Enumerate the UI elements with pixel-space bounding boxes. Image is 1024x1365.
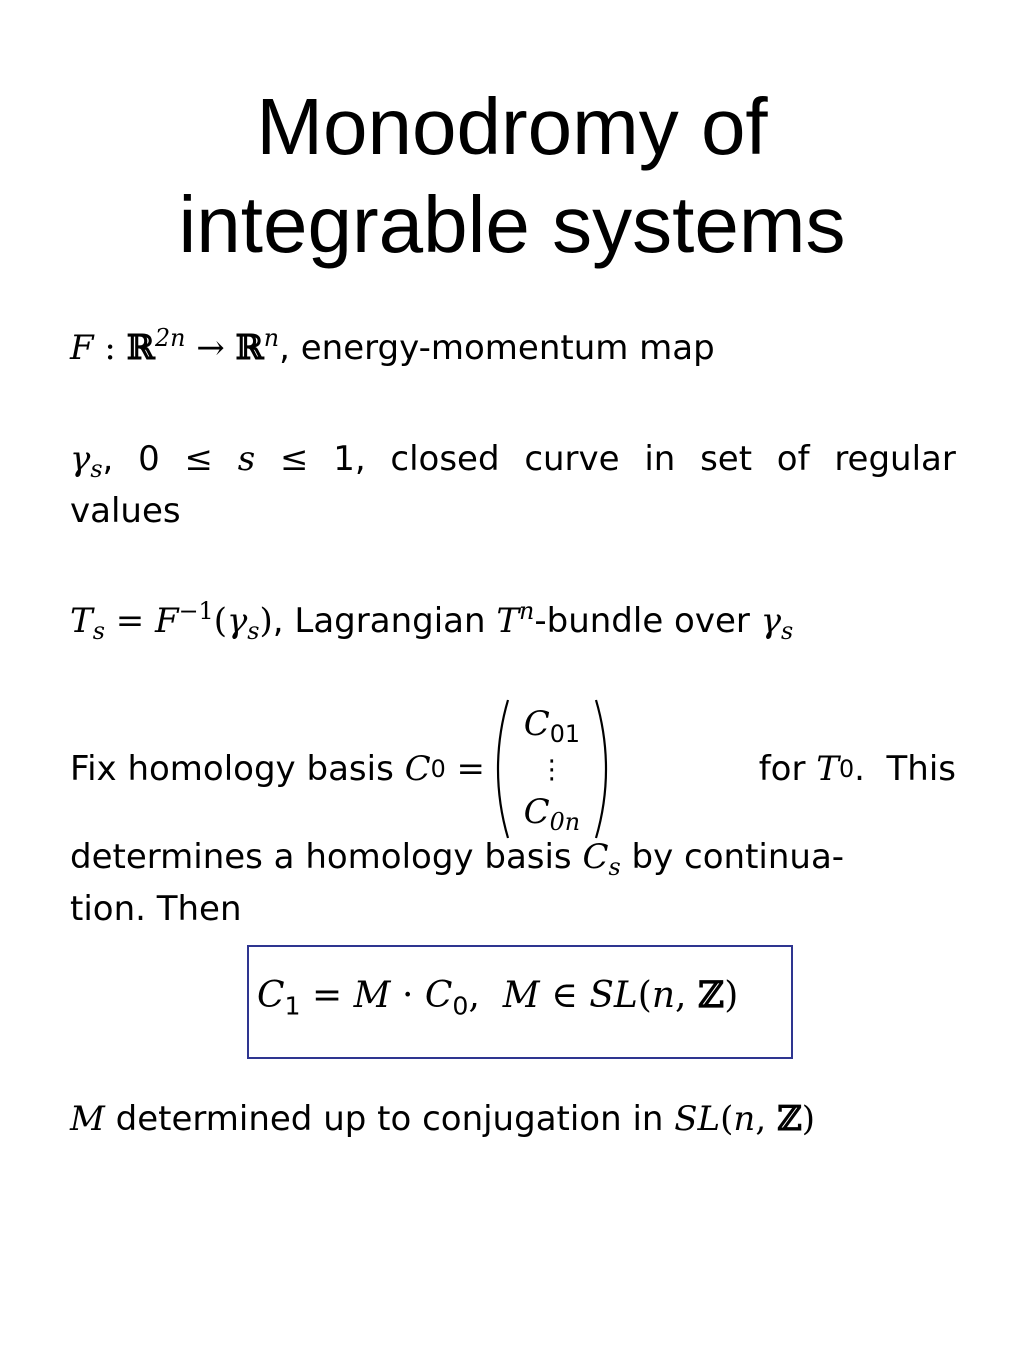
math-C-sub: 1 (284, 991, 301, 1021)
math-exp-2n: 2n (154, 323, 186, 352)
closed-curve-line-2 (70, 485, 956, 537)
math-integers: ℤ (697, 974, 725, 1016)
tion-then-text: tion. Then (70, 889, 242, 929)
monodromy-formula (257, 969, 738, 1022)
math-zero: 0 (138, 439, 160, 479)
math-SL: SL (674, 1099, 721, 1139)
math-in: ∈ (539, 975, 590, 1016)
math-gamma: γ (226, 601, 248, 641)
math-C-sub: s (608, 853, 621, 882)
math-sep: , (755, 1099, 777, 1139)
determines-text: determines a homology basis (70, 837, 583, 877)
math-C: C (523, 792, 550, 832)
math-n: n (733, 1099, 756, 1139)
math-n: n (651, 975, 676, 1016)
math-T-sub: s (92, 617, 105, 646)
math-leq: ≤ (184, 439, 213, 479)
word-regular: regular (834, 439, 956, 479)
word-in: in (644, 439, 676, 479)
paren-open: ( (637, 975, 652, 1016)
math-T: T (70, 601, 93, 641)
math-comma: , (468, 975, 503, 1016)
bundle-text: -bundle over (534, 601, 761, 641)
math-reals-2: ℝ (235, 328, 264, 368)
math-C: C (582, 837, 609, 877)
slide-title (0, 78, 1024, 274)
math-F-inv: F (155, 601, 179, 641)
math-gamma-sub: s (247, 617, 260, 646)
math-C-0: C (424, 975, 453, 1016)
this-text: . This (854, 749, 956, 789)
word-of: of (776, 439, 810, 479)
energy-momentum-line (70, 322, 956, 374)
vector-vdots: ⋮ (538, 755, 565, 785)
monodromy-formula-box (247, 945, 793, 1059)
math-reals: ℝ (126, 328, 155, 368)
math-s: s (237, 439, 256, 479)
math-F: F (70, 328, 94, 368)
math-SL: SL (589, 975, 638, 1016)
fix-homology-text: Fix homology basis (70, 749, 405, 789)
continuation-line (70, 831, 956, 883)
math-sub-0n: 0n (549, 808, 581, 837)
lagrangian-bundle-line (70, 595, 956, 647)
math-sub-01: 01 (549, 720, 580, 749)
closed-curve-line (70, 433, 956, 485)
math-gamma-2: γ (760, 601, 782, 641)
word-closed: closed (390, 439, 500, 479)
continuation-text: by continua- (620, 837, 845, 877)
paren-close: ) (801, 1099, 816, 1139)
word-set: set (700, 439, 753, 479)
paren-open: ( (720, 1099, 734, 1139)
paren-close: ) (724, 975, 739, 1016)
math-exp-n: n (263, 323, 280, 352)
title-line-1: Monodromy of (256, 82, 768, 171)
paren-close: ) (259, 601, 273, 641)
math-T: T (816, 749, 839, 789)
math-eq: = (300, 975, 354, 1016)
for-text: for (758, 749, 817, 789)
vector-entry-top (496, 698, 608, 750)
energy-momentum-text: , energy-momentum map (279, 328, 715, 368)
conjugation-line (70, 1093, 956, 1145)
math-integers: ℤ (776, 1099, 802, 1139)
conjugation-text: determined up to conjugation in (104, 1099, 675, 1139)
math-C: C (257, 975, 285, 1016)
math-sep: , (675, 975, 698, 1016)
math-leq-2: ≤ (279, 439, 309, 479)
math-eq: = (445, 749, 496, 789)
continuation-line-2 (70, 883, 956, 935)
math-M: M (353, 975, 391, 1016)
lagrangian-text: , Lagrangian (272, 601, 497, 641)
math-C: C (404, 749, 431, 789)
math-exp-n: n (519, 596, 535, 625)
title-line-2: integrable systems (178, 180, 846, 269)
math-dot: · (390, 975, 425, 1016)
column-vector (496, 694, 608, 844)
math-C0-sub: 0 (452, 991, 469, 1021)
math-M: M (70, 1099, 105, 1139)
paren-open: ( (213, 601, 227, 641)
math-gamma-sub-2: s (781, 617, 794, 646)
math-arrow: → (185, 328, 236, 368)
math-gamma: γ (70, 439, 91, 479)
math-one: 1, (333, 439, 366, 479)
math-T-n: T (496, 601, 520, 641)
values-text: values (70, 491, 181, 531)
math-C: C (523, 704, 550, 744)
math-colon: : (93, 328, 127, 368)
comma: , (102, 439, 114, 479)
homology-basis-line: Fix homology basis C 0 = $C_{01}$ ⋮ $C_{0n}$ for T 0 . This (70, 694, 956, 844)
math-M-2: M (502, 975, 540, 1016)
word-curve: curve (524, 439, 620, 479)
math-eq: = (104, 601, 156, 641)
math-inverse-exp: −1 (178, 596, 214, 625)
math-gamma-sub: s (90, 455, 103, 484)
